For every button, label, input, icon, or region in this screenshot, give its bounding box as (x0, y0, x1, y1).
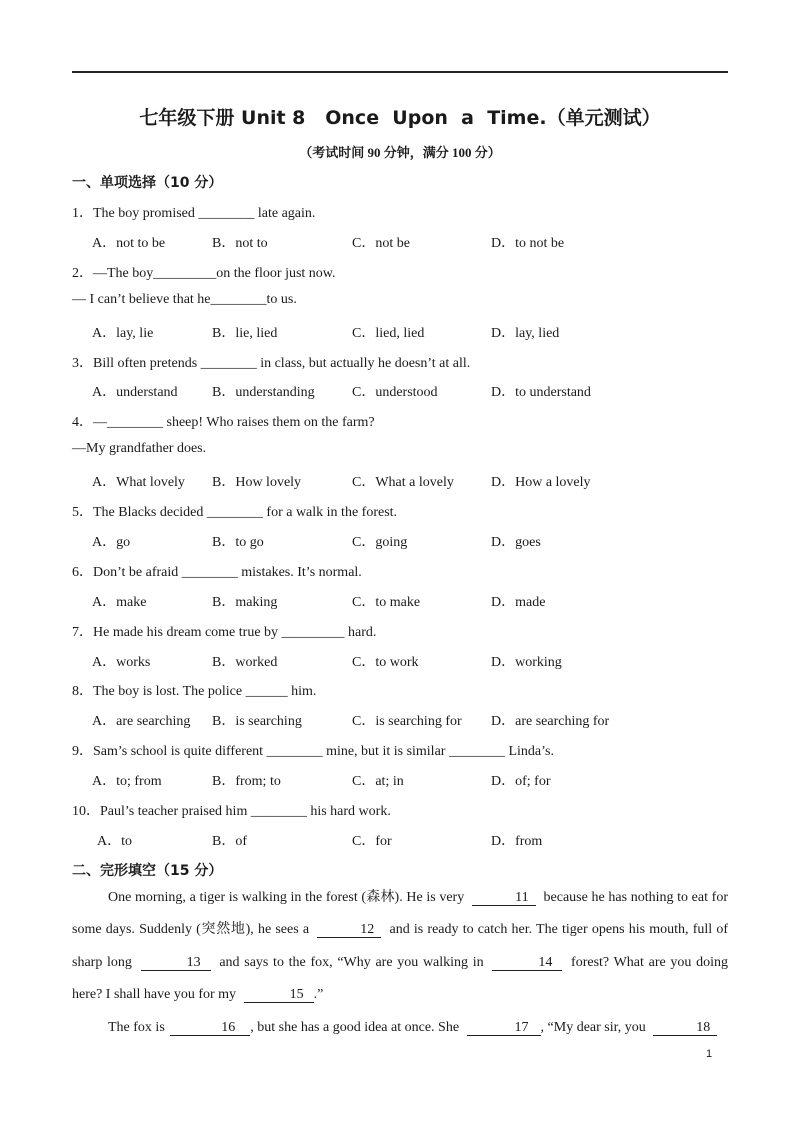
question-10-option-c: C．for (352, 833, 392, 849)
question-5-option-c: C．going (352, 534, 408, 550)
question-1-option-b: B．not to (212, 235, 268, 251)
question-text: Linda’s. (504, 744, 554, 760)
question-2-reply (72, 292, 297, 308)
question-9-option-b: B．from; to (212, 774, 281, 790)
cloze-blank-14: 14 (492, 955, 562, 971)
question-text: 1．The boy promised (72, 206, 199, 221)
answer-blank: ________ (198, 206, 255, 221)
cloze-paragraph-2: The fox is 16 , but she has a good idea at once. She 17 , “My dear sir, you 18 (72, 1012, 728, 1044)
question-5-option-b: B．to go (212, 534, 264, 550)
question-5-stem (72, 501, 397, 521)
cloze-blank-12: 12 (317, 922, 381, 938)
answer-blank: ________ (181, 564, 238, 580)
answer-blank: ______ (245, 684, 288, 700)
question-1-option-c: C．not be (352, 235, 410, 251)
question-1-option-d: D．to not be (491, 235, 565, 251)
question-2-option-d: D．lay, lied (491, 325, 560, 341)
question-text: 5．The Blacks decided (72, 505, 207, 520)
question-10-stem (72, 800, 391, 820)
cloze-paragraph-1: One morning, a tiger is walking in the forest (森林). He is very 11 because he has nothing to eat for some days. Suddenly (突然地), he sees a 12 and is ready to catch her. The tiger opens his mouth, full of sharp long 13 and says to the fox, “Why are you walking in 14 forest? What are you doing here? I shall have you for my 15 .” (72, 890, 729, 1003)
question-4-option-d: D．How a lovely (491, 475, 591, 491)
question-7-stem (72, 621, 376, 641)
question-3-stem (72, 352, 470, 372)
question-3-option-d: D．to understand (491, 385, 591, 401)
question-6-stem (72, 561, 362, 581)
answer-blank: ________ (210, 291, 267, 307)
section-heading-cloze: 二、完形填空（15 分） (72, 863, 223, 879)
question-text: on the floor just now. (216, 265, 336, 281)
question-1-option-a: A．not to be (92, 235, 166, 251)
answer-blank: ________ (200, 355, 257, 371)
section-heading-single-choice: 一、单项选择（10 分） (72, 175, 223, 191)
question-5-option-d: D．goes (491, 534, 541, 550)
question-3-option-c: C．understood (352, 385, 438, 401)
answer-blank: _________ (281, 624, 345, 640)
question-8-option-c: C．is searching for (352, 714, 462, 730)
question-9-option-d: D．of; for (491, 774, 551, 790)
answer-blank: ________ (206, 505, 263, 520)
answer-blank: ________ (448, 744, 505, 760)
question-2-option-b: B．lie, lied (212, 325, 278, 341)
answer-blank: ________ (107, 415, 163, 431)
page-number: 1 (706, 1048, 713, 1060)
question-text: 7．He made his dream come true by (72, 624, 282, 640)
question-10-option-b: B．of (212, 833, 247, 849)
question-3-option-a: A．understand (92, 385, 178, 401)
question-text: late again. (254, 206, 316, 221)
question-text: 6．Don’t be afraid (72, 564, 182, 580)
question-8-option-b: B．is searching (212, 714, 302, 730)
question-6-option-d: D．made (491, 594, 546, 610)
cloze-blank-13: 13 (141, 955, 211, 971)
question-8-stem (72, 680, 316, 700)
question-1-stem (72, 202, 315, 222)
question-text: sheep! Who raises them on the farm? (163, 415, 375, 431)
question-text: 8．The boy is lost. The police (72, 684, 246, 700)
question-6-option-c: C．to make (352, 594, 421, 610)
question-text: 10．Paul’s teacher praised him (72, 804, 251, 819)
cloze-blank-11: 11 (472, 890, 536, 906)
question-2-option-c: C．lied, lied (352, 325, 425, 341)
question-5-option-a: A．go (92, 534, 131, 550)
question-10-option-d: D．from (491, 833, 543, 849)
question-text: 9．Sam’s school is quite different (72, 744, 267, 760)
cloze-blank-16: 16 (170, 1020, 250, 1036)
question-2-stem (72, 262, 336, 282)
question-7-option-c: C．to work (352, 654, 419, 670)
header-rule (72, 71, 728, 73)
page-title: 七年级下册 Unit 8 Once Upon a Time.（单元测试） (139, 107, 661, 129)
question-8-option-d: D．are searching for (491, 714, 610, 730)
question-text: — I can’t believe that he (72, 291, 211, 307)
question-3-option-b: B．understanding (212, 385, 315, 401)
cloze-blank-18: 18 (653, 1020, 717, 1036)
question-6-option-a: A．make (92, 594, 147, 610)
answer-blank: _________ (153, 265, 217, 281)
cloze-blank-15: 15 (244, 987, 314, 1003)
question-7-option-d: D．working (491, 654, 562, 670)
answer-blank: ________ (250, 804, 307, 819)
question-text: hard. (344, 624, 377, 640)
question-6-option-b: B．making (212, 594, 278, 610)
question-text: 3．Bill often pretends (72, 355, 201, 371)
cloze-passage (72, 882, 728, 1044)
cloze-blank-17: 17 (467, 1020, 541, 1036)
question-8-option-a: A．are searching (92, 714, 191, 730)
question-text: 4．— (72, 415, 107, 431)
question-4-option-b: B．How lovely (212, 475, 302, 491)
answer-blank: ________ (266, 744, 323, 760)
question-7-option-b: B．worked (212, 654, 278, 670)
question-9-stem (72, 740, 554, 760)
question-10-option-a: A．to (97, 833, 132, 849)
question-4-option-c: C．What a lovely (352, 475, 454, 491)
question-text: for a walk in the forest. (262, 505, 398, 520)
question-7-option-a: A．works (92, 654, 151, 670)
question-4-reply (72, 441, 206, 457)
exam-info: （考试时间 90 分钟，满分 100 分） (299, 145, 501, 160)
question-4-option-a: A．What lovely (92, 475, 185, 491)
question-text: 2．—The boy (72, 265, 154, 281)
question-text: mine, but it is similar (322, 744, 449, 760)
question-9-option-a: A．to; from (92, 774, 162, 790)
question-text: his hard work. (306, 804, 391, 819)
question-9-option-c: C．at; in (352, 774, 404, 790)
question-text: in class, but actually he doesn’t at all. (256, 355, 471, 371)
question-text: —My grandfather does. (72, 441, 207, 457)
question-text: mistakes. It’s normal. (237, 564, 362, 580)
question-text: him. (287, 684, 317, 700)
question-text: to us. (266, 291, 297, 307)
question-4-stem (72, 411, 375, 431)
question-2-option-a: A．lay, lie (92, 325, 154, 341)
